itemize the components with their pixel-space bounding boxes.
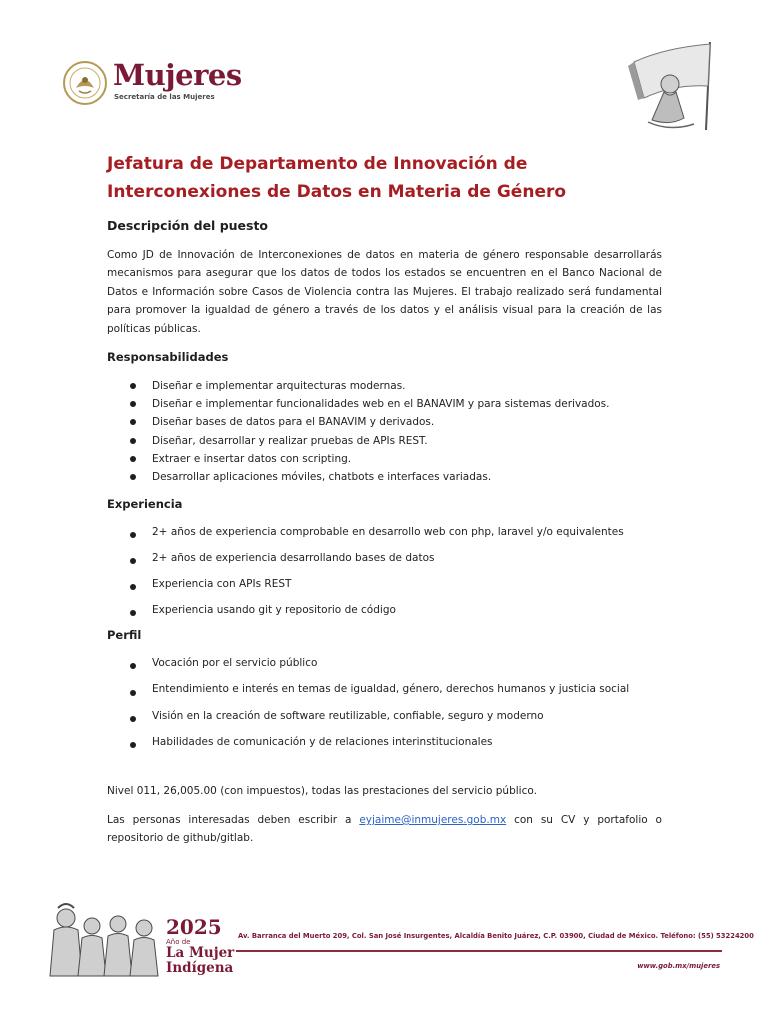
list-item: Experiencia con APIs REST [107,574,667,600]
footer-divider [236,950,722,952]
heroine-flag-illustration [624,40,716,132]
bullet-icon [130,690,136,696]
list-item: Diseñar bases de datos para el BANAVIM y derivados. [107,413,667,431]
list-item: Habilidades de comunicación y de relaciones interinstitucionales [107,732,667,758]
responsibilities-heading: Responsabilidades [107,350,229,364]
contact-text-after: con su CV y portafolio o repositorio de github/gitlab. [107,814,662,845]
bullet-icon [130,716,136,722]
bullet-icon [130,742,136,748]
list-item: 2+ años de experiencia comprobable en desarrollo web con php, laravel y/o equivalentes [107,522,667,548]
list-item: Diseñar, desarrollar y realizar pruebas de APIs REST. [107,432,667,450]
bullet-icon [130,584,136,590]
description-paragraph: Como JD de Innovación de Interconexiones de datos en materia de género responsable desarrollarás mecanismos para asegurar que los datos de todos los estados se encuentren en el Banco Nacional de Datos e Información sobre Casos de Violencia contra las Mujeres. El trabajo realizado será fundamental para promover la igualdad de género a través de los datos y el análisis visual para la creación de las políticas públicas. [107,249,662,335]
list-item: Experiencia usando git y repositorio de código [107,600,667,626]
footer-slogan-line1: La Mujer [166,945,235,961]
bullet-icon [130,419,136,425]
list-item: Visión en la creación de software reutilizable, confiable, seguro y moderno [107,706,667,732]
list-item: Entendimiento e interés en temas de igualdad, género, derechos humanos y justicia social [107,679,667,705]
footer-year: 2025 [166,915,222,939]
experience-list [107,522,667,626]
footer-slogan-line2: Indígena [166,960,234,976]
responsibilities-list [107,377,667,486]
profile-heading: Perfil [107,628,142,642]
list-item: 2+ años de experiencia desarrollando bases de datos [107,548,667,574]
bullet-icon [130,383,136,389]
bullet-icon [130,532,136,538]
list-item: Diseñar e implementar funcionalidades web en el BANAVIM y para sistemas derivados. [107,395,667,413]
salary-info: Nivel 011, 26,005.00 (con impuestos), todas las prestaciones del servicio público. [107,785,537,797]
description-heading: Descripción del puesto [107,218,269,233]
bullet-icon [130,438,136,444]
bullet-icon [130,474,136,480]
coat-of-arms-icon [62,60,108,106]
bullet-icon [130,663,136,669]
profile-list [107,653,667,759]
list-item: Desarrollar aplicaciones móviles, chatbots e interfaces variadas. [107,468,667,486]
indigenous-women-illustration [44,900,162,978]
list-item: Vocación por el servicio público [107,653,667,679]
footer-year-subtitle: Año de [166,938,191,946]
list-item: Diseñar e implementar arquitecturas modernas. [107,377,667,395]
bullet-icon [130,558,136,564]
brand-logo-text: Mujeres [113,58,242,92]
list-item: Extraer e insertar datos con scripting. [107,450,667,468]
contact-text-before: Las personas interesadas deben escribir a [107,814,360,826]
bullet-icon [130,456,136,462]
footer-website: www.gob.mx/mujeres [637,962,720,970]
brand-subtitle: Secretaría de las Mujeres [114,93,215,101]
page-title: Jefatura de Departamento de Innovación de Interconexiones de Datos en Materia de Género [107,154,567,202]
bullet-icon [130,610,136,616]
footer-address: Av. Barranca del Muerto 209, Col. San José Insurgentes, Alcaldía Benito Juárez, C.P. 03900, Ciudad de México. Teléfono: (55) 53224200 [238,932,754,940]
contact-email-link[interactable]: eyjaime@inmujeres.gob.mx [359,814,507,826]
contact-paragraph [107,811,662,848]
experience-heading: Experiencia [107,497,183,511]
bullet-icon [130,401,136,407]
